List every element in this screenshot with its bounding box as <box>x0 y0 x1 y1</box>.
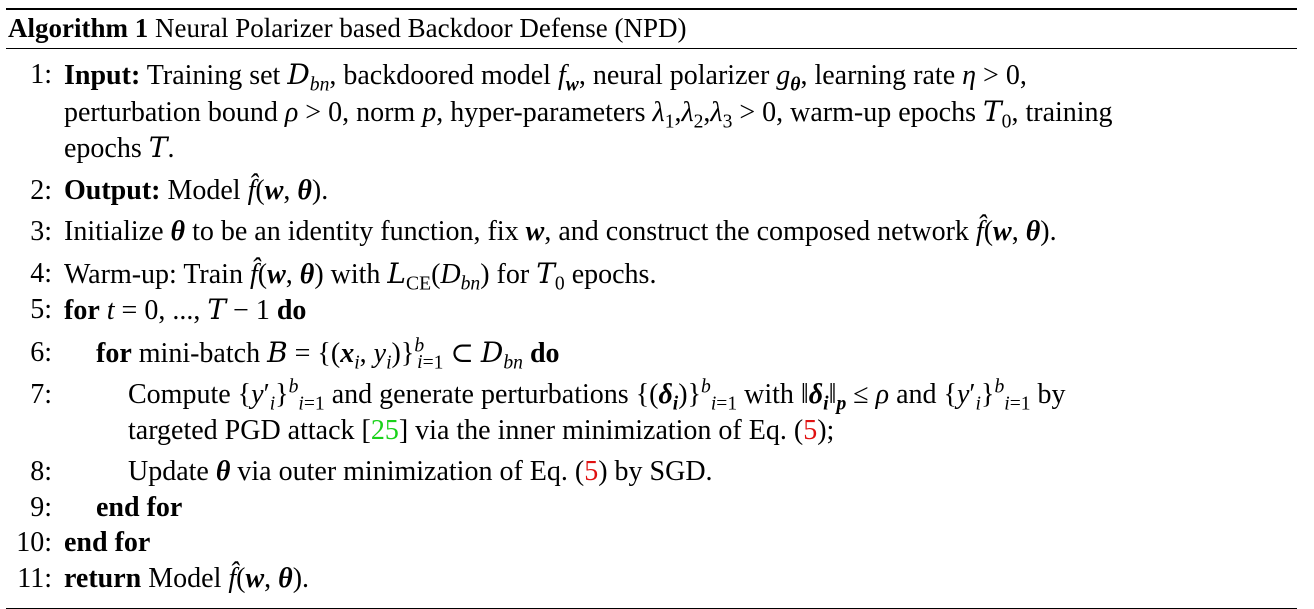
line-text: and <box>896 379 937 410</box>
equation-link[interactable]: 5 <box>803 414 818 446</box>
line-number: 11: <box>17 562 52 594</box>
end-for-keyword: end for <box>96 491 183 523</box>
line-text: , warm-up epochs <box>776 96 976 128</box>
input-keyword: Input: <box>64 60 141 91</box>
line-text: Compute <box>128 379 231 410</box>
line-text: , training <box>1011 96 1113 128</box>
output-keyword: Output: <box>64 174 161 206</box>
algo-line-11: 11: return Model f̂(w, θ). <box>6 561 1297 597</box>
citation-link[interactable]: 25 <box>370 414 399 446</box>
do-keyword: do <box>529 337 560 369</box>
line-text: , neural polarizer <box>578 60 770 91</box>
line-text: for <box>496 258 530 290</box>
algo-line-7-cont: targeted PGD attack [25] via the inner minimization of Eq. (5); <box>128 414 835 446</box>
algorithm-caption <box>6 10 1297 48</box>
line-number: 7: <box>30 379 52 410</box>
line-number: 2: <box>30 174 52 206</box>
line-number: 5: <box>30 294 52 325</box>
algorithm-number: Algorithm 1 <box>8 13 149 43</box>
line-text: to be an identity function, fix <box>192 216 519 247</box>
algo-line-4: 4: Warm-up: Train f̂(w, θ) with $L_{CE}(D_{bn})$ for $T_0$ epochs. <box>6 256 1297 293</box>
line-text: Model <box>148 562 222 594</box>
line-text: Model <box>167 174 241 206</box>
line-number: 6: <box>30 336 52 368</box>
algo-line-5: 5: for t = 0, ..., T − 1 do <box>6 292 1297 329</box>
line-text: , learning rate <box>800 60 956 91</box>
line-number: 4: <box>30 257 52 289</box>
line-text: , and construct the composed network <box>544 216 969 247</box>
line-text: Initialize <box>64 216 164 247</box>
line-text: mini-batch <box>138 337 261 369</box>
algo-line-10 <box>6 525 1297 561</box>
line-text: Update <box>128 456 209 487</box>
algo-line-9 <box>6 490 1297 526</box>
line-text: by <box>1037 379 1066 410</box>
algo-line-6: 6: for mini-batch $B = \{(x_i$, $y_i)\}^b_{i=1}$ ⊂ $D_{bn}$ do <box>6 335 1297 372</box>
line-text: by SGD. <box>614 456 713 487</box>
line-text: epochs <box>64 133 142 164</box>
line-text: Training set <box>146 60 281 91</box>
line-number: 9: <box>30 491 52 523</box>
end-for-keyword: end for <box>64 527 151 558</box>
algo-line-1-cont: perturbation bound ρ > 0, norm p, hyper-parameters $\lambda_1,\lambda_2,\lambda_3 > 0$, warm-up epochs $T_0$, training <box>64 94 1113 133</box>
do-keyword: do <box>276 295 307 326</box>
algo-line-2: 2: Output: Model f̂(w, θ). <box>6 173 1297 209</box>
line-text: , norm <box>342 96 416 128</box>
algo-line-1: 1: Input: Training set $D_{bn}$, backdoored model $f_w$, neural polarizer $g_\theta$, learning rate η > 0, <box>6 57 1297 94</box>
line-text: perturbation bound <box>64 96 278 128</box>
line-number: 8: <box>30 456 52 487</box>
line-number: 10: <box>16 527 52 558</box>
line-text: via the inner minimization of Eq. <box>415 414 787 446</box>
line-text: epochs. <box>571 258 657 290</box>
line-number: 3: <box>30 216 52 247</box>
line-text: with <box>330 258 381 290</box>
line-number: 1: <box>30 59 52 90</box>
line-text: , hyper-parameters <box>436 96 646 128</box>
line-text: and generate perturbations <box>331 379 629 410</box>
line-text: , backdoored model <box>329 60 551 91</box>
algorithm-block <box>6 8 1297 609</box>
equation-link[interactable]: 5 <box>584 456 599 487</box>
algorithm-title: Neural Polarizer based Backdoor Defense (NPD) <box>154 13 687 43</box>
return-keyword: return <box>64 562 142 594</box>
algo-line-7: 7: Compute $\{y'_i\}^b_{i=1}$ and generate perturbations $\{(\delta_i)\}^b_{i=1}$ with $‖\delta_i‖_p \le \rho$ and $\{y'_i\}^b_{i=1}$ by <box>6 377 1297 413</box>
for-keyword: for <box>96 337 132 369</box>
algo-line-8: 8: Update θ via outer minimization of Eq. (5) by SGD. <box>6 454 1297 490</box>
line-text: targeted PGD attack <box>128 414 355 446</box>
line-text: Warm-up: Train <box>64 258 243 290</box>
line-text: with <box>744 379 794 410</box>
algo-line-1-cont2: epochs T. <box>64 131 175 164</box>
line-text: via outer minimization of Eq. <box>237 456 568 487</box>
algo-line-3: 3: Initialize θ to be an identity function, fix w, and construct the composed network f̂(w, θ). <box>6 214 1297 250</box>
for-keyword: for <box>64 295 100 326</box>
